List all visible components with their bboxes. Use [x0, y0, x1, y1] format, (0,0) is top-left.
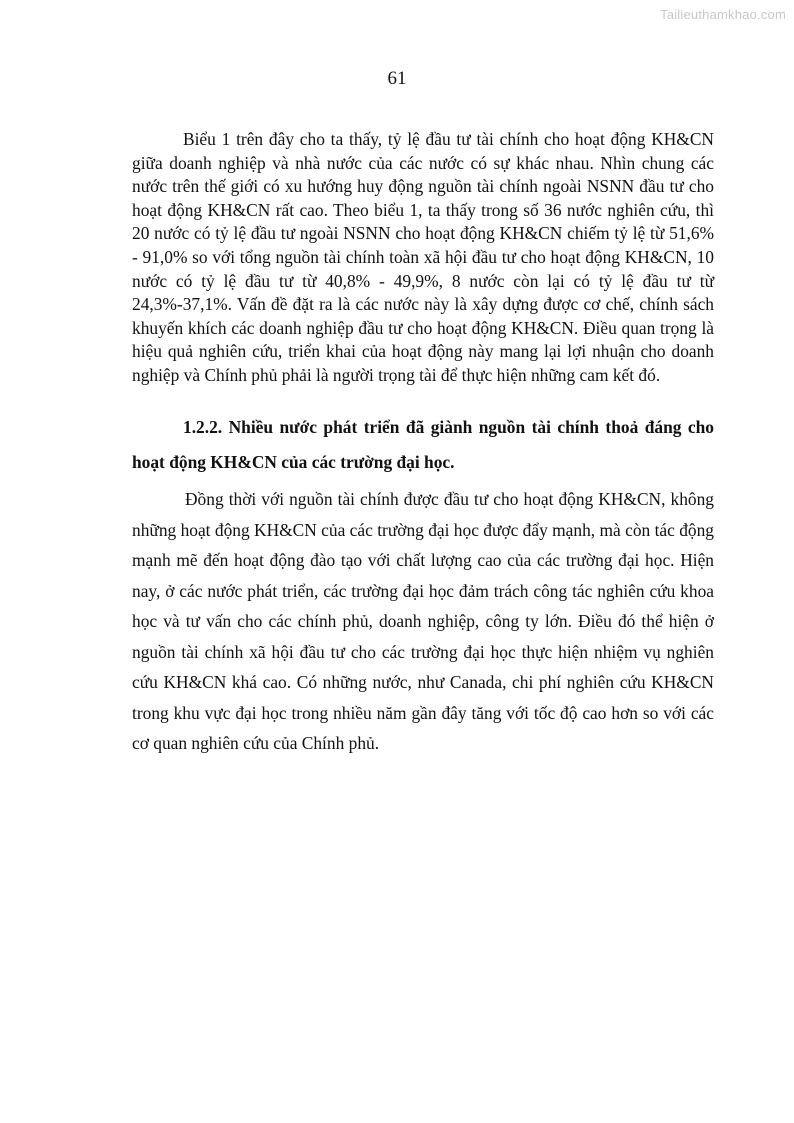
- paragraph-1: [132, 128, 714, 388]
- section-heading-text: 1.2.2. Nhiều nước phát triển đã giành nguồn tài chính thoả đáng cho hoạt động KH&CN của các trường đại học.: [132, 417, 714, 472]
- section-heading: [132, 410, 714, 480]
- paragraph-1-text: Biểu 1 trên đây cho ta thấy, tỷ lệ đầu tư tài chính cho hoạt động KH&CN giữa doanh nghiệp và nhà nước của các nước có sự khác nhau. Nhìn chung các nước trên thế giới có xu hướng huy động nguồn tài chính ngoài NSNN đầu tư cho hoạt động KH&CN rất cao. Theo biểu 1, ta thấy trong số 36 nước nghiên cứu, thì 20 nước có tỷ lệ đầu tư ngoài NSNN cho hoạt động KH&CN chiếm tỷ lệ từ 51,6% - 91,0% so với tổng nguồn tài chính toàn xã hội đầu tư cho hoạt động KH&CN, 10 nước có tỷ lệ đầu tư từ 40,8% - 49,9%, 8 nước còn lại có tỷ lệ đầu tư từ 24,3%-37,1%. Vấn đề đặt ra là các nước này là xây dựng được cơ chế, chính sách khuyến khích các doanh nghiệp đầu tư cho hoạt động KH&CN. Điều quan trọng là hiệu quả nghiên cứu, triển khai của hoạt động này mang lại lợi nhuận cho doanh nghiệp và Chính phủ phải là người trọng tài để thực hiện những cam kết đó.: [132, 129, 714, 385]
- paragraph-2-text: Đồng thời với nguồn tài chính được đầu tư cho hoạt động KH&CN, không những hoạt động KH&CN của các trường đại học được đẩy mạnh, mà còn tác động mạnh mẽ đến hoạt động đào tạo với chất lượng cao của các trường đại học. Hiện nay, ở các nước phát triển, các trường đại học đảm trách công tác nghiên cứu khoa học và tư vấn cho các chính phủ, doanh nghiệp, công ty lớn. Điều đó thể hiện ở nguồn tài chính xã hội đầu tư cho các trường đại học thực hiện nhiệm vụ nghiên cứu KH&CN khá cao. Có những nước, như Canada, chi phí nghiên cứu KH&CN trong khu vực đại học trong nhiều năm gần đây tăng với tốc độ cao hơn so với các cơ quan nghiên cứu của Chính phủ.: [132, 489, 714, 753]
- watermark: Tailieuthamkhao.com: [660, 7, 786, 22]
- page-number: 61: [387, 68, 407, 89]
- paragraph-2: [132, 484, 714, 759]
